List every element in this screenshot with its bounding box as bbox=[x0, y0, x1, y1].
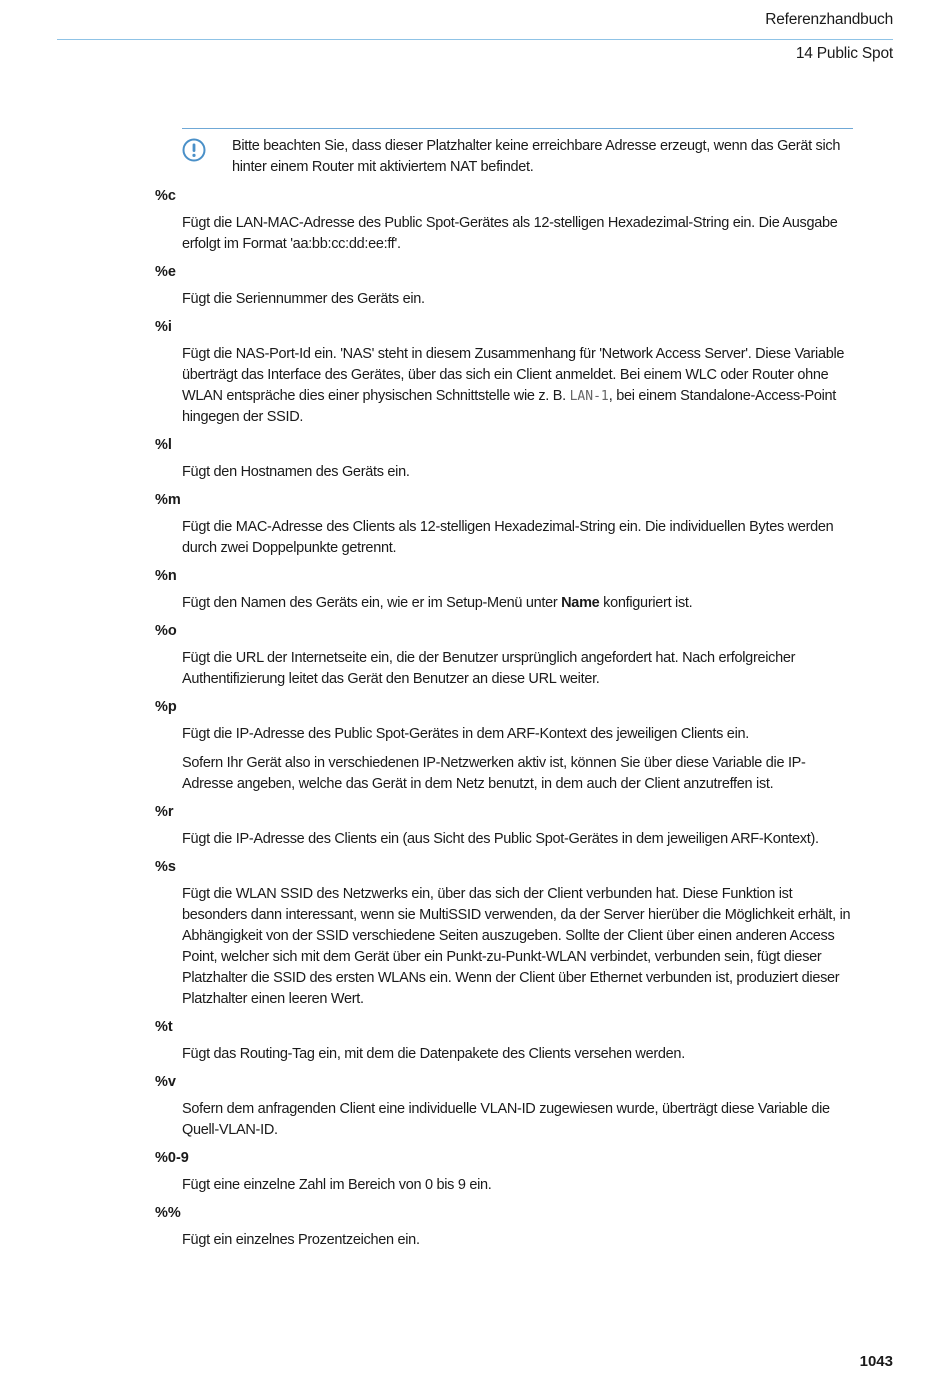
description: Fügt die URL der Internetseite ein, die der Benutzer ursprünglich angefordert hat. Nach erfolgreicher Authentifizierung leitet das Gerät den Benutzer an diese URL weiter. bbox=[182, 650, 796, 687]
entry-m bbox=[155, 490, 855, 559]
menu-item-name: Name bbox=[561, 595, 600, 611]
description bbox=[182, 593, 855, 614]
term: %t bbox=[155, 1019, 173, 1035]
entry-l bbox=[155, 435, 855, 483]
note-box bbox=[182, 128, 853, 175]
description-text: Fügt den Namen des Geräts ein, wie er im Setup-Menü unter bbox=[182, 595, 562, 611]
entry-p bbox=[155, 697, 855, 795]
term: %m bbox=[155, 492, 181, 508]
description: Fügt die LAN-MAC-Adresse des Public Spot-Gerätes als 12-stelligen Hexadezimal-String ein. Die Ausgabe erfolgt im Format 'aa:bb:cc:dd:ee:ff'. bbox=[182, 215, 838, 252]
entry-o bbox=[155, 621, 855, 690]
term: %e bbox=[155, 264, 176, 280]
description: Fügt ein einzelnes Prozentzeichen ein. bbox=[182, 1232, 420, 1248]
description-text: , bei einem Standalone-Access-Point hingegen der SSID. bbox=[182, 388, 837, 425]
header-rule bbox=[57, 39, 893, 40]
description: Fügt die IP-Adresse des Public Spot-Gerätes in dem ARF-Kontext des jeweiligen Clients ein. bbox=[182, 726, 749, 742]
term: %v bbox=[155, 1074, 176, 1090]
description-text: Fügt die NAS-Port-Id ein. 'NAS' steht in diesem Zusammenhang für 'Network Access Server'. Diese Variable überträgt das Interface des Gerätes, über das sich ein Client anmeldet. Bei einem WLC oder Router ohne WLAN entspräche dies einer physischen Schnittstelle wie z. B. bbox=[182, 346, 845, 404]
description: Fügt den Hostnamen des Geräts ein. bbox=[182, 464, 410, 480]
term: %i bbox=[155, 319, 172, 335]
description: Fügt die IP-Adresse des Clients ein (aus Sicht des Public Spot-Gerätes in dem jeweiligen ARF-Kontext). bbox=[182, 831, 819, 847]
entry-n bbox=[155, 566, 855, 614]
entry-i bbox=[155, 317, 855, 428]
term: %0-9 bbox=[155, 1150, 189, 1166]
page-number: 1043 bbox=[859, 1353, 893, 1370]
description: Fügt die WLAN SSID des Netzwerks ein, über das sich der Client verbunden hat. Diese Funktion ist besonders dann interessant, wenn sie MultiSSID verwenden, da der Server hierüber die Möglichkeit erhält, in Abhängigkeit von der SSID verschiedene Seiten auszugeben. Sollte der Client über einen anderen Access Point, welcher sich mit dem Gerät über ein Punkt-zu-Punkt-WLAN verbindet, verbunden sein, fügt dieser Platzhalter die SSID des ersten WLANs ein. Wenn der Client über Ethernet verbunden ist, produziert dieser Platzhalter einen leeren Wert. bbox=[182, 886, 851, 1007]
term: %l bbox=[155, 437, 172, 453]
description: Fügt eine einzelne Zahl im Bereich von 0 bis 9 ein. bbox=[182, 1177, 492, 1193]
note-rule bbox=[182, 128, 853, 129]
description: Fügt das Routing-Tag ein, mit dem die Datenpakete des Clients versehen werden. bbox=[182, 1046, 685, 1062]
description: Fügt die Seriennummer des Geräts ein. bbox=[182, 291, 425, 307]
entry-s bbox=[155, 857, 855, 1010]
entry-r bbox=[155, 802, 855, 850]
entry-v bbox=[155, 1072, 855, 1141]
description bbox=[182, 344, 855, 428]
description-text: konfiguriert ist. bbox=[599, 595, 693, 611]
placeholder-list bbox=[155, 186, 855, 1258]
term: %o bbox=[155, 623, 177, 639]
term: %s bbox=[155, 859, 176, 875]
term: %n bbox=[155, 568, 177, 584]
term: %% bbox=[155, 1205, 181, 1221]
note-text: Bitte beachten Sie, dass dieser Platzhalter keine erreichbare Adresse erzeugt, wenn das Gerät sich hinter einem Router mit aktiviertem NAT befindet. bbox=[232, 138, 841, 175]
term: %r bbox=[155, 804, 174, 820]
description: Sofern Ihr Gerät also in verschiedenen IP-Netzwerken aktiv ist, können Sie über diese Variable die IP-Adresse angeben, welche das Gerät in dem Netz benutzt, in dem auch der Client anzutreffen ist. bbox=[182, 755, 806, 792]
header-chapter: 14 Public Spot bbox=[795, 45, 893, 62]
exclamation-circle-icon bbox=[182, 138, 206, 162]
entry-percent bbox=[155, 1203, 855, 1251]
entry-e bbox=[155, 262, 855, 310]
term: %p bbox=[155, 699, 177, 715]
description: Sofern dem anfragenden Client eine individuelle VLAN-ID zugewiesen wurde, überträgt diese Variable die Quell-VLAN-ID. bbox=[182, 1101, 830, 1138]
entry-t bbox=[155, 1017, 855, 1065]
description: Fügt die MAC-Adresse des Clients als 12-stelligen Hexadezimal-String ein. Die individuellen Bytes werden durch zwei Doppelpunkte getrennt. bbox=[182, 519, 834, 556]
entry-0-9 bbox=[155, 1148, 855, 1196]
term: %c bbox=[155, 188, 176, 204]
entry-c bbox=[155, 186, 855, 255]
header-title: Referenzhandbuch bbox=[765, 11, 893, 28]
code-snippet: LAN-1 bbox=[569, 389, 609, 404]
